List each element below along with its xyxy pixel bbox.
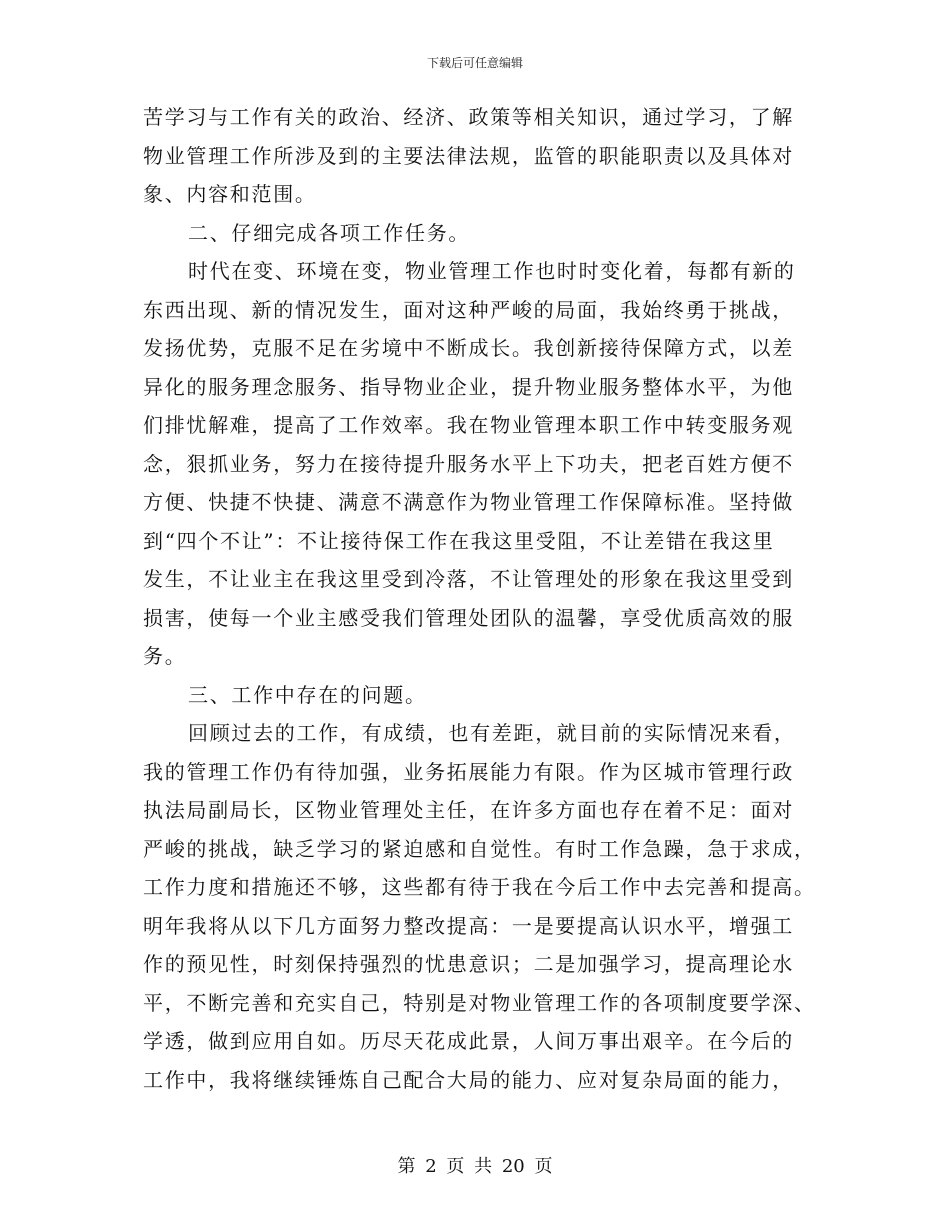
- text-line: 苦学习与工作有关的政治、经济、政策等相关知识，通过学习，了解: [143, 105, 794, 129]
- page-header: 下载后可任意编辑: [426, 56, 523, 70]
- text-line: 损害，使每一个业主感受我们管理处团队的温馨，享受优质高效的服: [143, 605, 794, 630]
- text-line: 工作中，我将继续锤炼自己配合大局的能力、应对复杂局面的能力，: [143, 1067, 794, 1092]
- text-line: 执法局副局长，区物业管理处主任，在许多方面也存在着不足：面对: [143, 798, 794, 822]
- text-line: 三、工作中存在的问题。: [188, 682, 427, 707]
- text-line: 回顾过去的工作，有成绩，也有差距，就目前的实际情况来看，: [188, 721, 796, 745]
- text-line: 们排忧解难，提高了工作效率。我在物业管理本职工作中转变服务观: [143, 413, 794, 437]
- page-footer: 第 2 页 共 20 页: [397, 1156, 553, 1177]
- text-line: 到“四个不让”：不让接待保工作在我这里受阻，不让差错在我这里: [143, 528, 775, 553]
- text-line: 工作力度和措施还不够，这些都有待于我在今后工作中去完善和提高。: [143, 875, 816, 899]
- text-line: 发生，不让业主在我这里受到冷落，不让管理处的形象在我这里受到: [143, 567, 794, 591]
- text-line: 务。: [143, 644, 187, 668]
- text-line: 平，不断完善和充实自己，特别是对物业管理工作的各项制度要学深、: [143, 990, 816, 1015]
- text-line: 东西出现、新的情况发生，面对这种严峻的局面，我始终勇于挑战，: [143, 297, 794, 322]
- text-line: 二、仔细完成各项工作任务。: [188, 220, 471, 245]
- text-line: 明年我将从以下几方面努力整改提高：一是要提高认识水平，增强工: [143, 913, 794, 938]
- text-line: 我的管理工作仍有待加强，业务拓展能力有限。作为区城市管理行政: [143, 759, 794, 784]
- text-line: 异化的服务理念服务、指导物业企业，提升物业服务整体水平，为他: [143, 374, 794, 399]
- text-line: 发扬优势，克服不足在劣境中不断成长。我创新接待保障方式，以差: [143, 336, 794, 360]
- body-text: [143, 98, 816, 1099]
- text-line: 念，狠抓业务，努力在接待提升服务水平上下功夫，把老百姓方便不: [143, 451, 794, 476]
- text-line: 作的预见性，时刻保持强烈的忧患意识；二是加强学习，提高理论水: [143, 952, 794, 976]
- text-line: 时代在变、环境在变，物业管理工作也时时变化着，每都有新的: [188, 259, 796, 283]
- text-line: 方便、快捷不快捷、满意不满意作为物业管理工作保障标准。坚持做: [143, 490, 794, 514]
- text-line: 学透，做到应用自如。历尽天花成此景，人间万事出艰辛。在今后的: [143, 1029, 794, 1053]
- text-line: 严峻的挑战，缺乏学习的紧迫感和自觉性。有时工作急躁，急于求成，: [143, 836, 816, 861]
- text-line: 象、内容和范围。: [143, 182, 317, 206]
- text-line: 物业管理工作所涉及到的主要法律法规，监管的职能职责以及具体对: [143, 143, 794, 168]
